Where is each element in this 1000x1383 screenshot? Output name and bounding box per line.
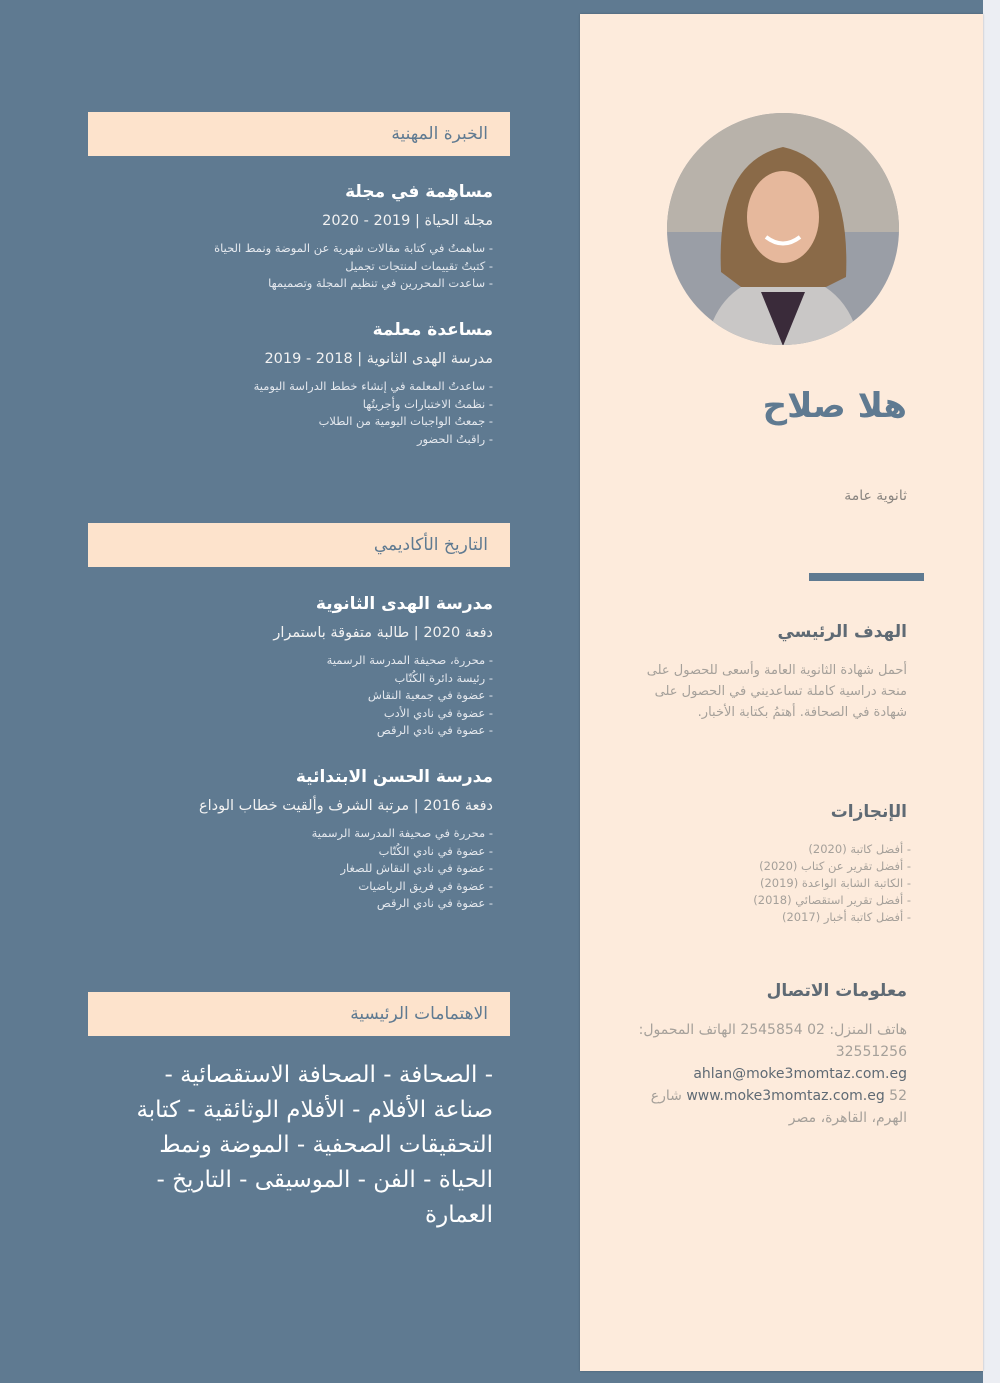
list-item: - نظمتُ الاختبارات وأجريتُها (362, 396, 493, 411)
objective-text: أحمل شهادة الثانوية العامة وأسعى للحصول على منحة دراسية كاملة تساعديني في الحصول على شهادة في الصحافة. أهتمُ بكتابة الأخبار. (646, 663, 907, 720)
school-title: مدرسة الحسن الابتدائية (295, 767, 493, 787)
list-item: - عضوة في نادي الكُتّاب (378, 843, 493, 858)
job-title: مساعدة معلمة (372, 320, 493, 340)
list-item: - كتبتُ تقييمات لمنتجات تجميل (345, 258, 493, 273)
list-item: - عضوة في نادي الأدب (383, 705, 493, 720)
list-item: - راقبتُ الحضور (416, 431, 493, 446)
school-subtitle: دفعة 2020 | طالبة متفوقة باستمرار (273, 625, 493, 641)
contact-phones: هاتف المنزل: 02 2545854 الهاتف المحمول: 32551256 (638, 1022, 907, 1060)
experience-header: الخبرة المهنية (88, 112, 510, 156)
job-title: مساهِمة في مجلة (345, 182, 493, 202)
list-item: - جمعتُ الواجبات اليومية من الطلاب (318, 414, 493, 428)
list-item: - أفضل كاتبة أخبار (2017) (781, 910, 911, 924)
list-item: - محررة في صحيفة المدرسة الرسمية (311, 826, 493, 840)
profile-photo (666, 112, 900, 346)
education-header: التاريخ الأكاديمي (88, 523, 510, 567)
list-item: - ساهمتُ في كتابة مقالات شهرية عن الموضة ونمط الحياة (214, 241, 493, 255)
job-2 (113, 316, 493, 448)
list-item: - عضوة في نادي الرقص (376, 723, 493, 737)
contact-address: 52 شارع الهرم، القاهرة، مصر (650, 1088, 907, 1126)
list-item: - عضوة في جمعية النقاش (367, 688, 493, 702)
list-item: - ساعدتُ المعلمة في إنشاء خطط الدراسة اليومية (253, 379, 493, 393)
sidebar-panel (580, 14, 983, 1371)
list-item: - عضوة في فريق الرياضيات (358, 878, 493, 893)
list-item: - عضوة في نادي النقاش للصغار (340, 861, 493, 875)
list-item: - أفضل كاتبة (2020) (808, 842, 911, 856)
profile-name: هلا صلاح (762, 386, 907, 426)
interests-header: الاهتمامات الرئيسية (88, 992, 510, 1036)
school-subtitle: دفعة 2016 | مرتبة الشرف وألقيت خطاب الوداع (199, 798, 493, 814)
list-item: - الكاتبة الشابة الواعدة (2019) (759, 876, 911, 890)
list-item: - أفضل تقرير استقصائي (2018) (753, 893, 911, 907)
contact-email[interactable]: ahlan@moke3momtaz.com.eg (693, 1066, 907, 1082)
divider (809, 573, 924, 581)
school-2 (113, 763, 493, 913)
list-item: - عضوة في نادي الرقص (376, 896, 493, 910)
achievements-title: الإنجازات (830, 802, 907, 822)
profile-subtitle: ثانوية عامة (844, 488, 907, 504)
contact-title: معلومات الاتصال (766, 981, 907, 1001)
list-item: - رئيسة دائرة الكُتّاب (394, 670, 493, 685)
school-1 (113, 590, 493, 740)
list-item: - أفضل تقرير عن كتاب (2020) (759, 859, 911, 873)
job-1 (113, 178, 493, 293)
contact-block (617, 1019, 907, 1129)
job-subtitle: مجلة الحياة | 2019 - 2020 (322, 213, 493, 229)
job-subtitle: مدرسة الهدى الثانوية | 2018 - 2019 (264, 351, 493, 367)
contact-website[interactable]: www.moke3momtaz.com.eg (686, 1088, 885, 1104)
school-title: مدرسة الهدى الثانوية (315, 594, 493, 614)
list-item: - محررة، صحيفة المدرسة الرسمية (326, 653, 493, 667)
list-item: - ساعدت المحررين في تنظيم المجلة وتصميمها (268, 276, 493, 290)
objective-title: الهدف الرئيسي (777, 622, 907, 642)
interests-text: - الصحافة - الصحافة الاستقصائية - صناعة الأفلام - الأفلام الوثائقية - كتابة التحقيقات الصحفية - الموضة ونمط الحياة - الفن - الموسيقى - التاريخ - العمارة (136, 1062, 493, 1228)
achievements-list (753, 841, 911, 926)
